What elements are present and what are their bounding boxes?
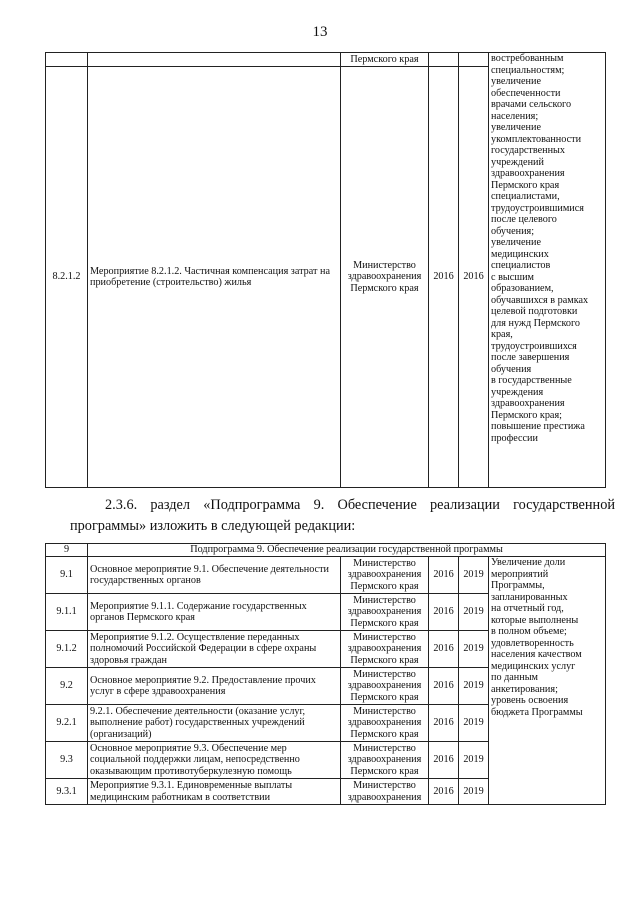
header-num: 9 [46, 544, 88, 557]
page-number: 13 [312, 24, 328, 40]
result-line: профессии [491, 432, 538, 444]
result-line: края, [491, 329, 513, 340]
result-line: востребованным [491, 53, 564, 64]
cell-name: Основное мероприятие 9.2. Предоставление прочих услуг в сфере здравоохранения [88, 668, 341, 705]
cell-start: 2016 [429, 742, 459, 779]
cell-end: 2019 [459, 594, 489, 631]
cell-start: 2016 [429, 557, 459, 594]
result-line: обучения [491, 363, 532, 375]
result-line: Программы, [491, 580, 545, 591]
cell-end: 2019 [459, 668, 489, 705]
cell-org: Министерство здравоохранения Пермского края [341, 742, 429, 779]
result-line: удовлетворенность [491, 637, 574, 649]
result-line: после завершения [491, 352, 570, 363]
result-line: населения качеством [491, 649, 582, 660]
table-subprogram-9 [45, 543, 606, 805]
cell-num: 9.2 [46, 668, 88, 705]
result-line: увеличение [491, 76, 541, 87]
result-line: Увеличение доли [491, 557, 566, 568]
paragraph-line-2: программы» изложить в следующей редакции: [70, 518, 356, 534]
result-line: увеличение [491, 237, 541, 248]
table-row [46, 557, 606, 594]
result-line: для нужд Пермского [491, 317, 581, 329]
cell-num: 9.3 [46, 742, 88, 779]
result-line: медицинских услуг [491, 660, 576, 672]
cell-num: 9.1 [46, 557, 88, 594]
result-line: врачами сельского [491, 99, 572, 110]
cell-results [489, 557, 606, 805]
result-line: образованием, [491, 283, 554, 294]
cell-start: 2016 [429, 67, 459, 488]
cell-end [459, 53, 489, 67]
result-line: учреждения [491, 386, 544, 398]
cell-org: Министерство здравоохранения Пермского края [341, 631, 429, 668]
result-line: учреждений [491, 156, 544, 168]
cell-num: 9.2.1 [46, 705, 88, 742]
result-line: мероприятий [491, 568, 549, 580]
cell-org: Министерство здравоохранения Пермского края [341, 705, 429, 742]
result-line: увеличение [491, 122, 541, 133]
cell-num: 9.1.1 [46, 594, 88, 631]
table-row [46, 53, 606, 67]
cell-name: Основное мероприятие 9.3. Обеспечение мер социальной поддержки лицам, непосредственно оказывающим противотуберкулезную помощь [88, 742, 341, 779]
cell-start: 2016 [429, 779, 459, 805]
cell-org: Министерство здравоохранения Пермского края [341, 594, 429, 631]
cell-org: Министерство здравоохранения Пермского края [341, 67, 429, 488]
header-title: Подпрограмма 9. Обеспечение реализации государственной программы [88, 544, 606, 557]
result-line: здравоохранения [491, 398, 565, 409]
result-line: трудоустроившимися [491, 202, 584, 214]
result-line: населения; [491, 110, 539, 122]
result-line: обучения; [491, 225, 535, 237]
cell-num: 9.1.2 [46, 631, 88, 668]
result-line: Пермского края [491, 179, 560, 191]
cell-name: Мероприятие 9.3.1. Единовременные выплаты медицинским работникам в соответствии [88, 779, 341, 805]
result-line: повышение престижа [491, 421, 585, 432]
cell-end: 2019 [459, 779, 489, 805]
cell-start [429, 53, 459, 67]
cell-name [88, 53, 341, 67]
result-line: анкетирования; [491, 683, 558, 695]
result-line: на отчетный год, [491, 603, 564, 614]
result-line: государственных [491, 145, 565, 156]
result-line: в государственные [491, 375, 572, 386]
result-line: запланированных [491, 591, 568, 603]
result-line: бюджета Программы [491, 706, 583, 718]
cell-start: 2016 [429, 705, 459, 742]
result-line: специалистов [491, 260, 551, 271]
result-line: укомплектованности [491, 133, 582, 145]
cell-name: Мероприятие 9.1.2. Осуществление переданных полномочий Российской Федерации в сфере охраны здоровья граждан [88, 631, 341, 668]
cell-results [489, 53, 606, 488]
cell-start: 2016 [429, 668, 459, 705]
cell-end: 2019 [459, 705, 489, 742]
result-line: целевой подготовки [491, 306, 578, 317]
result-line: медицинских [491, 248, 549, 260]
result-line: которые выполнены [491, 614, 579, 626]
result-line: по данным [491, 672, 538, 683]
cell-name: Основное мероприятие 9.1. Обеспечение деятельности государственных органов [88, 557, 341, 594]
cell-org: Пермского края [341, 53, 429, 67]
result-line: Пермского края; [491, 409, 562, 421]
result-line: уровень освоения [491, 695, 569, 706]
result-line: трудоустроившихся [491, 340, 577, 352]
cell-end: 2019 [459, 742, 489, 779]
result-line: специальностям; [491, 64, 565, 76]
result-line: обеспеченности [491, 87, 561, 99]
cell-num [46, 53, 88, 67]
cell-org: Министерство здравоохранения [341, 779, 429, 805]
result-line: в полном объеме; [491, 626, 567, 637]
table-subprogram-8-continuation [45, 52, 606, 488]
cell-num: 9.3.1 [46, 779, 88, 805]
table-header-row [46, 544, 606, 557]
cell-name: 9.2.1. Обеспечение деятельности (оказание услуг, выполнение работ) государственных учреждений (организаций) [88, 705, 341, 742]
cell-name: Мероприятие 9.1.1. Содержание государственных органов Пермского края [88, 594, 341, 631]
cell-name: Мероприятие 8.2.1.2. Частичная компенсация затрат на приобретение (строительство) жилья [88, 67, 341, 488]
result-line: с высшим [491, 271, 534, 283]
cell-end: 2016 [459, 67, 489, 488]
result-line: здравоохранения [491, 168, 565, 179]
cell-start: 2016 [429, 631, 459, 668]
result-line: после целевого [491, 214, 557, 225]
cell-org: Министерство здравоохранения Пермского края [341, 668, 429, 705]
cell-org: Министерство здравоохранения Пермского края [341, 557, 429, 594]
result-line: обучавшихся в рамках [491, 294, 589, 306]
cell-end: 2019 [459, 631, 489, 668]
results-list [491, 53, 603, 444]
results-list [491, 557, 603, 718]
paragraph-line-1: 2.3.6. раздел «Подпрограмма 9. Обеспечение реализации государственной [105, 497, 615, 513]
cell-start: 2016 [429, 594, 459, 631]
result-line: специалистами, [491, 191, 560, 202]
cell-num: 8.2.1.2 [46, 67, 88, 488]
cell-end: 2019 [459, 557, 489, 594]
